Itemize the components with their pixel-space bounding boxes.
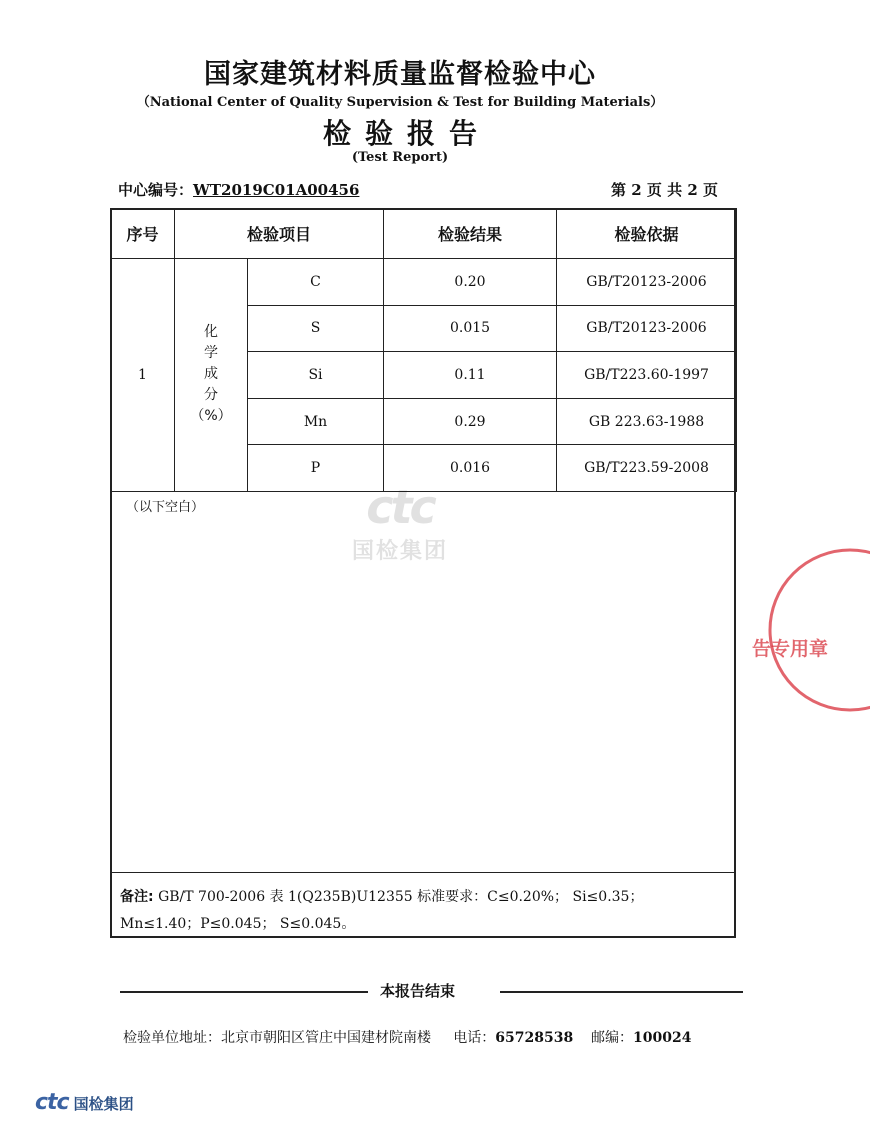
item-cell: Si [248, 352, 384, 399]
standard-cell: GB/T223.60-1997 [557, 352, 737, 399]
report-number [118, 179, 359, 200]
header-seq: 序号 [111, 209, 175, 259]
category-line: 化 [204, 324, 218, 341]
item-cell: S [248, 305, 384, 352]
result-cell: 0.29 [384, 398, 557, 445]
item-cell: Mn [248, 398, 384, 445]
header-standard: 检验依据 [557, 209, 737, 259]
category-line: 成 [204, 366, 218, 383]
report-title-cn: 检验报告 [322, 117, 491, 150]
header-item: 检验项目 [175, 209, 384, 259]
report-number-value: WT2019C01A00456 [193, 181, 360, 199]
remarks-label: 备注: [120, 889, 154, 905]
results-table [110, 208, 737, 492]
footer-contact [123, 1027, 691, 1047]
standard-cell: GB/T20123-2006 [557, 305, 737, 352]
table-header-row [111, 209, 737, 259]
logo-mark: ctc [35, 1090, 69, 1115]
item-cell: C [248, 259, 384, 306]
end-divider-left [120, 991, 368, 993]
address-label: 检验单位地址： [123, 1030, 221, 1046]
end-marker: 本报告结束 [380, 982, 456, 1000]
result-cell: 0.016 [384, 445, 557, 492]
category-line: （%） [190, 408, 232, 425]
logo-name: 国检集团 [73, 1095, 134, 1113]
report-number-label: 中心编号： [118, 181, 194, 199]
result-cell: 0.11 [384, 352, 557, 399]
watermark-name: 国检集团 [351, 539, 448, 564]
result-cell: 0.20 [384, 259, 557, 306]
end-divider-right [500, 991, 743, 993]
address-value: 北京市朝阳区管庄中国建材院南楼 [221, 1030, 431, 1046]
phone-value: 65728538 [495, 1030, 574, 1046]
header-result: 检验结果 [384, 209, 557, 259]
standard-cell: GB/T20123-2006 [557, 259, 737, 306]
stamp-text: 告专用章 [752, 638, 829, 660]
category-line: 分 [204, 387, 218, 404]
remarks-divider [111, 872, 735, 873]
standard-cell: GB 223.63-1988 [557, 398, 737, 445]
result-cell: 0.015 [384, 305, 557, 352]
item-cell: P [248, 445, 384, 492]
remarks [120, 884, 726, 938]
category-line: 学 [204, 345, 218, 362]
group-seq: 1 [111, 259, 175, 492]
phone-label: 电话： [453, 1030, 496, 1046]
stamp-ring [770, 550, 870, 710]
table-row [111, 259, 737, 306]
company-logo [35, 1090, 134, 1115]
report-title-en: (Test Report) [351, 150, 449, 165]
page-info: 第 2 页 共 2 页 [611, 181, 718, 199]
org-name-cn: 国家建筑材料质量监督检验中心 [204, 59, 596, 90]
standard-cell: GB/T223.59-2008 [557, 445, 737, 492]
watermark-logo: ctc [366, 480, 434, 534]
group-category [175, 259, 248, 492]
postcode-label: 邮编： [591, 1030, 634, 1046]
org-name-en: （National Center of Quality Supervision & Test for Building Materials） [136, 95, 664, 110]
remarks-text: GB/T 700-2006 表 1(Q235B)U12355 标准要求：C≤0.20%； Si≤0.35； Mn≤1.40；P≤0.045； S≤0.045。 [120, 889, 644, 932]
blank-note: （以下空白） [126, 500, 205, 515]
postcode-value: 100024 [633, 1030, 692, 1046]
official-stamp [740, 545, 870, 715]
